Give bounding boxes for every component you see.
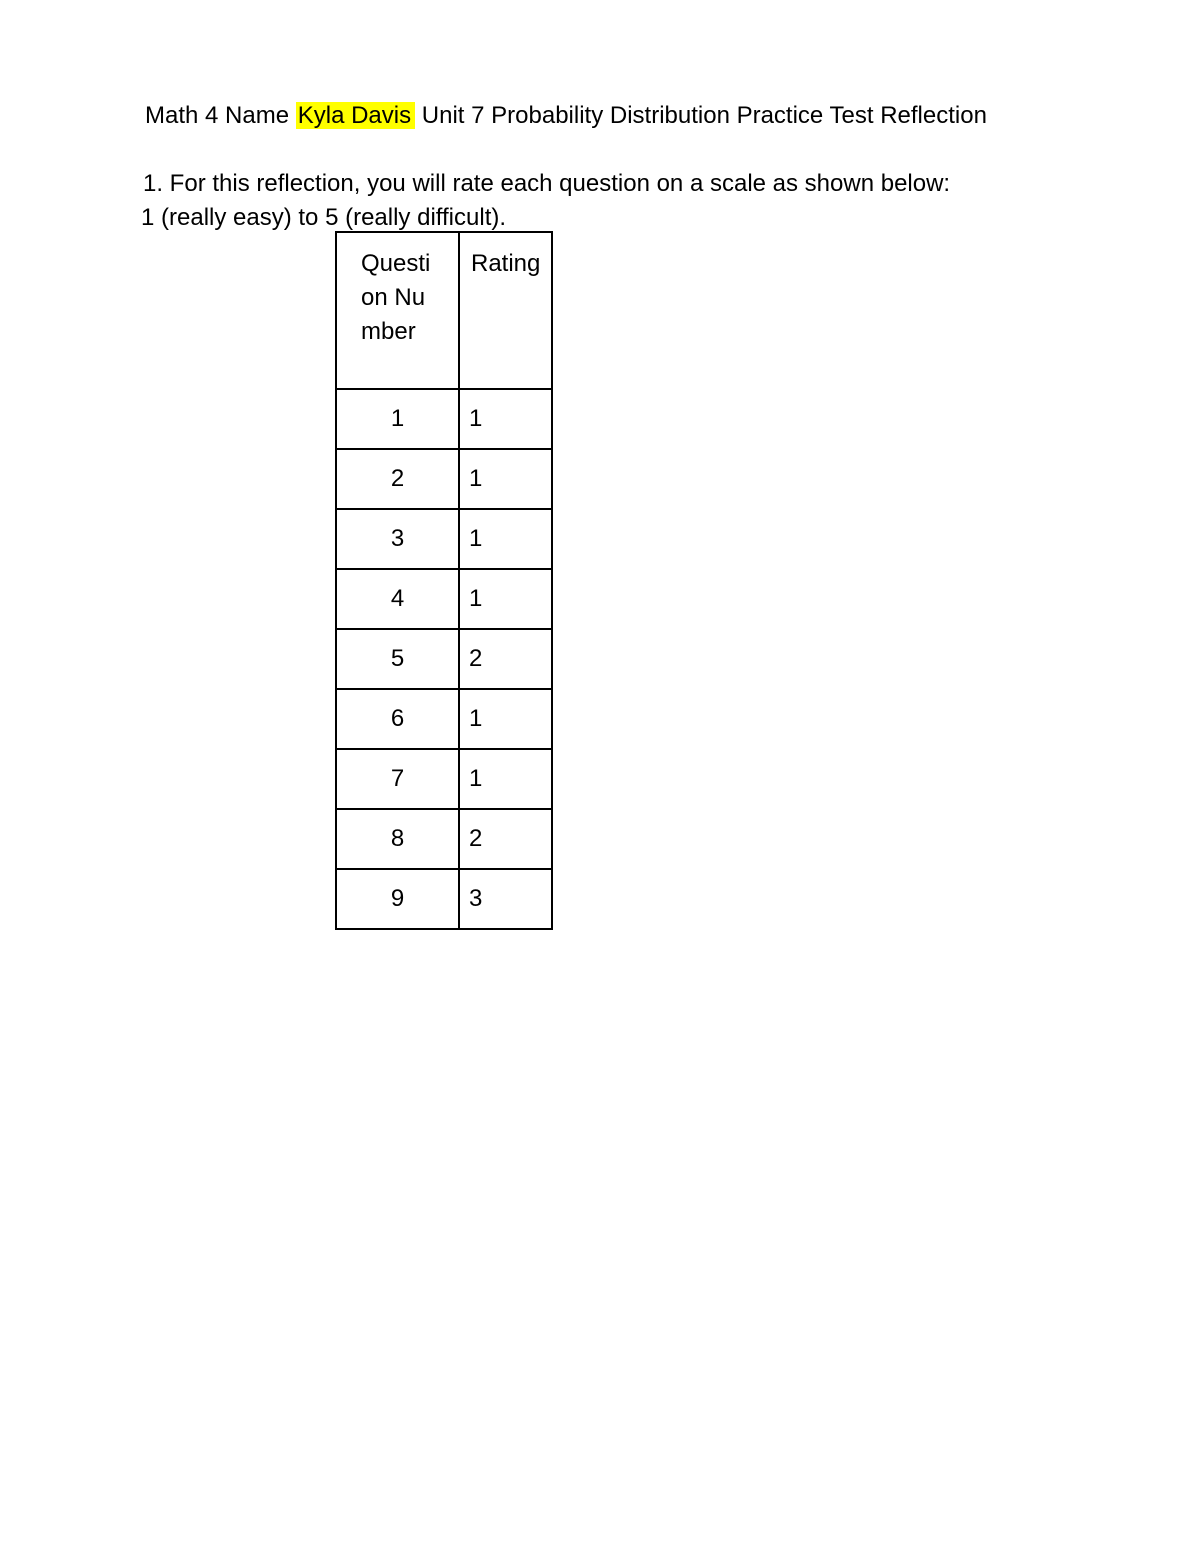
question-cell: 8 <box>336 809 459 869</box>
table-header-row <box>336 232 552 389</box>
header-rating-label: Rating <box>471 250 541 277</box>
question-cell: 2 <box>336 449 459 509</box>
rating-cell: 1 <box>459 389 552 449</box>
header-question-number <box>336 232 459 389</box>
rating-cell: 3 <box>459 869 552 929</box>
question-cell: 9 <box>336 869 459 929</box>
title-suffix: Unit 7 Probability Distribution Practice Test Reflection <box>421 102 987 129</box>
rating-cell: 2 <box>459 809 552 869</box>
rating-cell: 1 <box>459 509 552 569</box>
rating-cell: 1 <box>459 689 552 749</box>
question-cell: 7 <box>336 749 459 809</box>
student-name-highlight: Kyla Davis <box>296 102 415 129</box>
rating-cell: 1 <box>459 569 552 629</box>
document-title <box>145 100 987 132</box>
instruction-line-1: 1. For this reflection, you will rate each question on a scale as shown below: <box>143 170 951 197</box>
ratings-table <box>335 231 553 930</box>
header-question-number-label: Question Number <box>361 250 431 345</box>
rating-cell: 1 <box>459 749 552 809</box>
table-row <box>336 569 552 629</box>
title-prefix: Math 4 Name <box>145 102 290 129</box>
header-rating <box>459 232 552 389</box>
question-cell: 3 <box>336 509 459 569</box>
table-row <box>336 449 552 509</box>
instruction-line-2: 1 (really easy) to 5 (really difficult). <box>141 204 507 231</box>
table-row <box>336 749 552 809</box>
question-cell: 6 <box>336 689 459 749</box>
table-row <box>336 389 552 449</box>
question-cell: 5 <box>336 629 459 689</box>
rating-cell: 2 <box>459 629 552 689</box>
table-row <box>336 509 552 569</box>
question-cell: 4 <box>336 569 459 629</box>
table-row <box>336 869 552 929</box>
table-row <box>336 689 552 749</box>
rating-cell: 1 <box>459 449 552 509</box>
table-row <box>336 809 552 869</box>
table-row <box>336 629 552 689</box>
question-cell: 1 <box>336 389 459 449</box>
